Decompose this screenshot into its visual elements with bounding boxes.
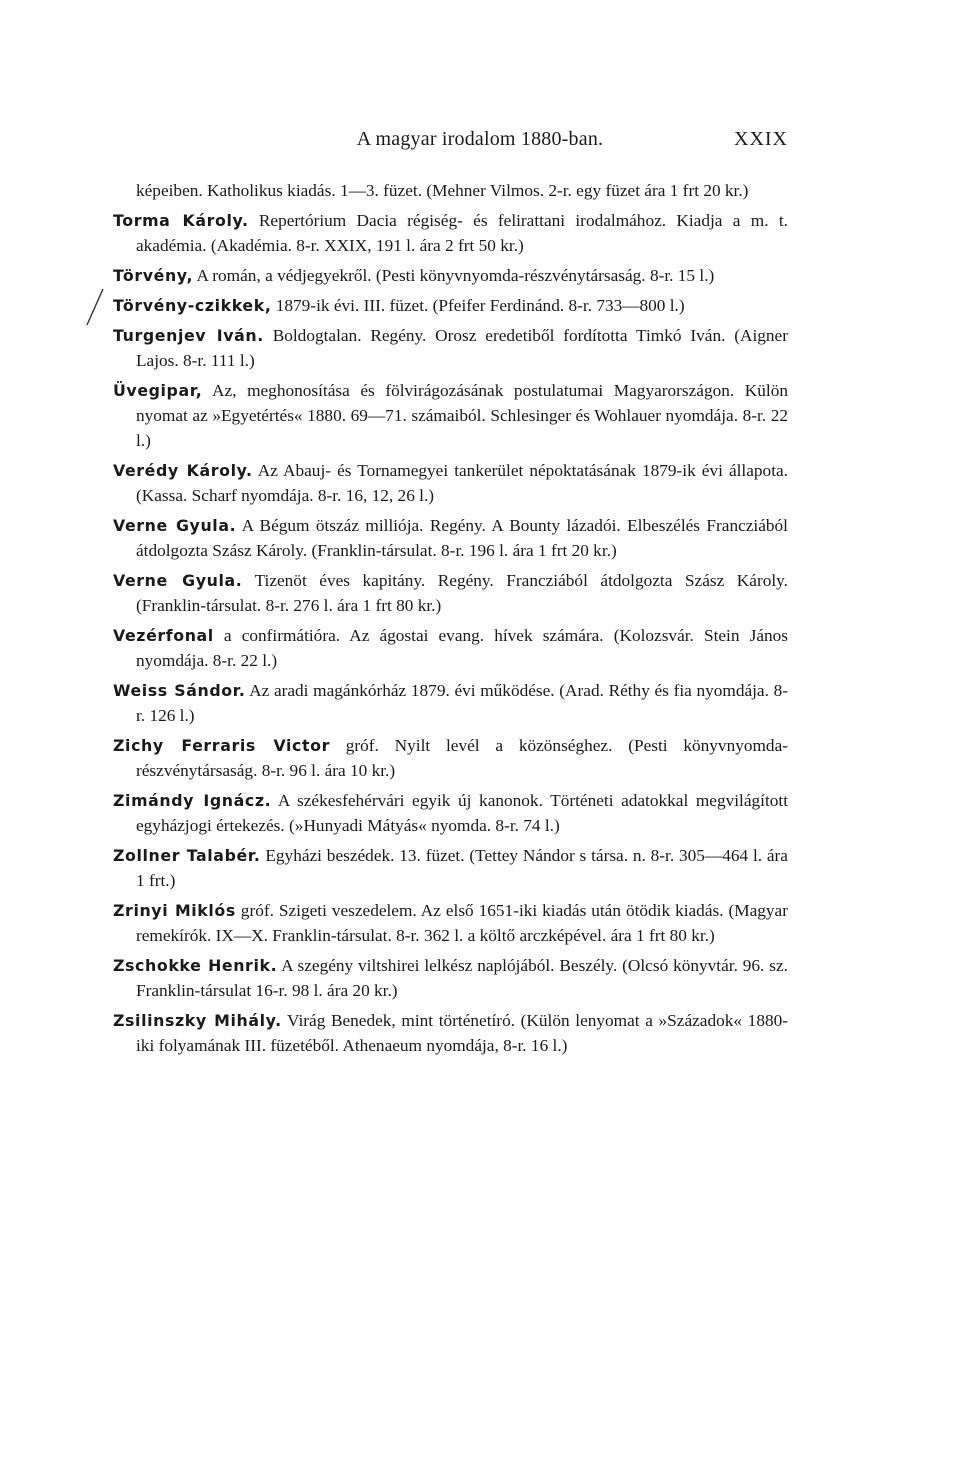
continued-entry: képeiben. Katholikus kiadás. 1—3. füzet. (Mehner Vilmos. 2-r. egy füzet ára 1 frt 20 kr.)	[136, 181, 749, 200]
entry-text: Virág Benedek, mint történetíró. (Külön lenyomat a »Századok« 1880-iki folyamának III. füzetéből. Athenaeum nyomdája, 8-r. 16 l.)	[136, 1011, 789, 1055]
bibliography-entry	[113, 263, 788, 288]
entry-author: Üvegipar,	[113, 381, 203, 400]
entry-text: A román, a védjegyekről. (Pesti könyvnyomda-részvénytársaság. 8-r. 15 l.)	[193, 266, 715, 285]
entry-text: Repertórium Dacia régiség- és felirattani irodalmához. Kiadja a m. t. akadémia. (Akadémia. 8-r. XXIX, 191 l. ára 2 frt 50 kr.)	[136, 211, 789, 255]
bibliography-entry	[113, 953, 788, 1003]
entry-author: Vezérfonal	[113, 626, 214, 645]
bibliography-entry	[113, 678, 788, 728]
entry-text: gróf. Nyilt levél a közönséghez. (Pesti könyvnyomda-részvénytársaság. 8-r. 96 l. ára 10 kr.)	[136, 736, 788, 780]
entry-author: Weiss Sándor.	[113, 681, 246, 700]
entry-author: Zschokke Henrik.	[113, 956, 278, 975]
entry-text: Boldogtalan. Regény. Orosz eredetiből fordította Timkó Iván. (Aigner Lajos. 8-r. 111 l.)	[136, 326, 788, 370]
bibliography-entry	[113, 898, 788, 948]
bibliography-list	[113, 178, 788, 1063]
entry-text: Tizenöt éves kapitány. Regény. Francziából átdolgozta Szász Károly. (Franklin-társulat. 8-r. 276 l. ára 1 frt 80 kr.)	[136, 571, 788, 615]
bibliography-entry	[113, 733, 788, 783]
entry-text: A Bégum ötszáz milliója. Regény. A Bounty lázadói. Elbeszélés Francziából átdolgozta Szász Károly. (Franklin-társulat. 8-r. 196 l. ára 1 frt 20 kr.)	[136, 516, 788, 560]
entry-author: Zollner Talabér.	[113, 846, 261, 865]
entry-author: Torma Károly.	[113, 211, 249, 230]
bibliography-entry	[113, 323, 788, 373]
bibliography-entry	[113, 788, 788, 838]
entry-text: a confirmátióra. Az ágostai evang. hívek számára. (Kolozsvár. Stein János nyomdája. 8-r. 22 l.)	[136, 626, 788, 670]
entry-author: Verne Gyula.	[113, 516, 237, 535]
bibliography-entry	[113, 458, 788, 508]
bibliography-entry	[113, 378, 788, 453]
entry-author: Zichy Ferraris Victor	[113, 736, 330, 755]
page-header	[0, 128, 960, 158]
running-title: A magyar irodalom 1880-ban.	[356, 128, 604, 150]
entry-author: Zsilinszky Mihály.	[113, 1011, 282, 1030]
entry-author: Zrinyi Miklós	[113, 901, 236, 920]
margin-slash-mark	[85, 287, 105, 327]
entry-text: gróf. Szigeti veszedelem. Az első 1651-iki kiadás után ötödik kiadás. (Magyar remekírók. IX—X. Franklin-társulat. 8-r. 362 l. a költő arczképével. ára 1 frt 80 kr.)	[136, 901, 788, 945]
entry-text: Az aradi magánkórház 1879. évi működése. (Arad. Réthy és fia nyomdája. 8-r. 126 l.)	[136, 681, 788, 725]
page-number: XXIX	[734, 128, 788, 150]
entry-author: Turgenjev Iván.	[113, 326, 264, 345]
bibliography-entry	[113, 1008, 788, 1058]
entry-author: Zimándy Ignácz.	[113, 791, 272, 810]
entry-author: Verne Gyula.	[113, 571, 243, 590]
bibliography-entry	[113, 293, 788, 318]
bibliography-entry	[113, 208, 788, 258]
entry-text: 1879-ik évi. III. füzet. (Pfeifer Ferdinánd. 8-r. 733—800 l.)	[271, 296, 685, 315]
entry-text: Az Abauj- és Tornamegyei tankerület népoktatásának 1879-ik évi állapota. (Kassa. Scharf nyomdája. 8-r. 16, 12, 26 l.)	[136, 461, 788, 505]
entry-text: A székesfehérvári egyik új kanonok. Történeti adatokkal megvilágított egyházjogi értekezés. (»Hunyadi Mátyás« nyomda. 8-r. 74 l.)	[136, 791, 788, 835]
entry-author: Törvény-czikkek,	[113, 296, 272, 315]
bibliography-entry	[113, 568, 788, 618]
bibliography-entry	[113, 843, 788, 893]
bibliography-entry	[113, 623, 788, 673]
entry-text: A szegény viltshirei lelkész naplójából. Beszély. (Olcsó könyvtár. 96. sz. Franklin-társulat 16-r. 98 l. ára 20 kr.)	[136, 956, 788, 1000]
entry-text: Egyházi beszédek. 13. füzet. (Tettey Nándor s társa. n. 8-r. 305—464 l. ára 1 frt.)	[136, 846, 788, 890]
entry-author: Törvény,	[113, 266, 194, 285]
entry-author: Verédy Károly.	[113, 461, 253, 480]
entry-text: Az, meghonosítása és fölvirágozásának postulatumai Magyarországon. Külön nyomat az »Egyetértés« 1880. 69—71. számaiból. Schlesinger és Wohlauer nyomdája. 8-r. 22 l.)	[136, 381, 788, 450]
bibliography-entry	[113, 513, 788, 563]
